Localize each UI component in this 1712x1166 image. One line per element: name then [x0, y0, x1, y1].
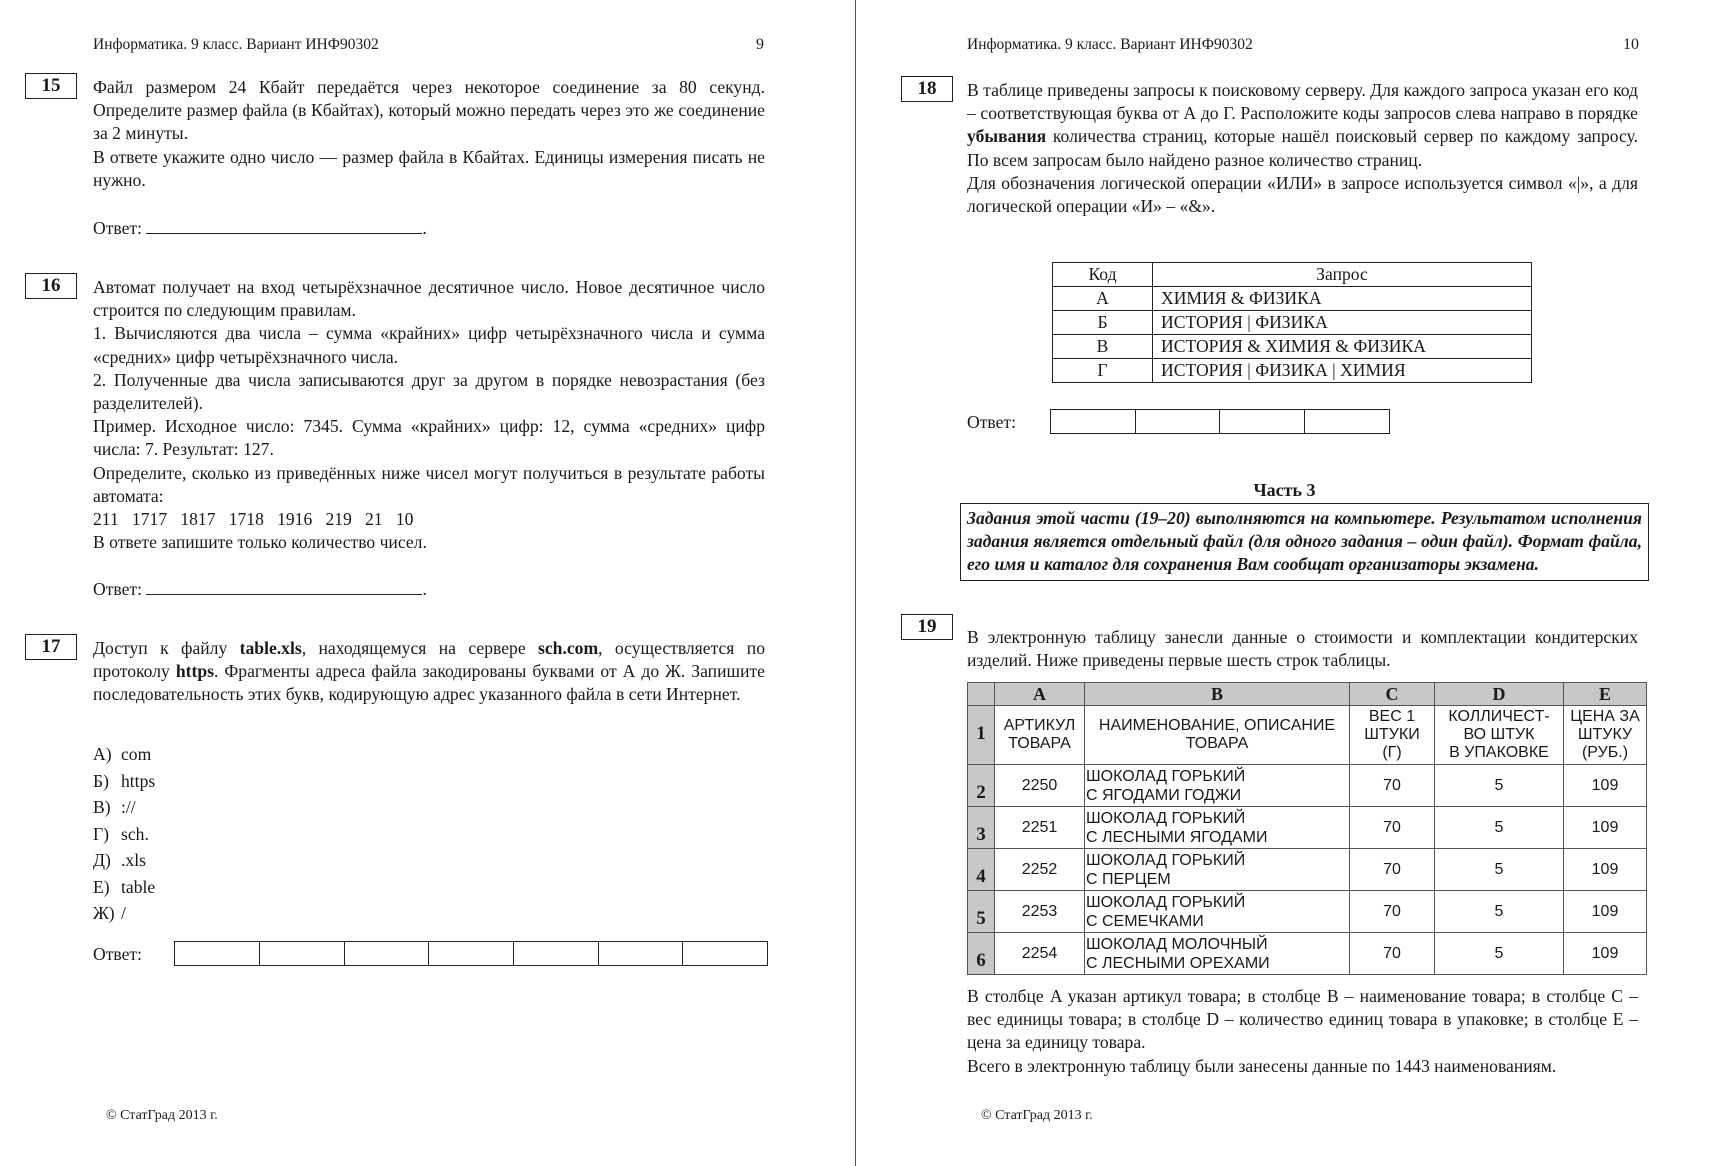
query-text: ИСТОРИЯ | ФИЗИКА	[1153, 311, 1532, 335]
header-count	[1435, 706, 1564, 765]
header-article	[995, 706, 1085, 765]
option-text: /	[121, 903, 126, 923]
option-item	[93, 741, 155, 768]
name-line: С ПЕРЦЕМ	[1086, 870, 1171, 888]
emphasis-word: убывания	[967, 126, 1047, 147]
task-16-paragraph-1: Автомат получает на вход четырёхзначное десятичное число. Новое десятичное число строится по следующим правилам.	[93, 277, 765, 321]
answer-cell[interactable]	[1136, 410, 1220, 433]
name-line: С ЛЕСНЫМИ ОРЕХАМИ	[1086, 954, 1270, 972]
part-3-note: Задания этой части (19–20) выполняются на компьютере. Результатом исполнения задания является отдельный файл (для одного задания – один файл). Формат файла, его имя и каталог для сохранения Вам сообщат организаторы экзамена.	[960, 503, 1649, 581]
option-item	[93, 847, 155, 874]
table-row	[1053, 335, 1532, 359]
cell-count: 5	[1435, 891, 1564, 933]
answer-cell[interactable]	[429, 942, 514, 965]
task-17-paragraph	[93, 637, 765, 707]
header-name	[1085, 706, 1350, 765]
option-item	[93, 874, 155, 901]
text-fragment: В таблице приведены запросы к поисковому серверу. Для каждого запроса указан его код – соответствующая буква от А до Г. Расположите коды запросов слева направо в порядке	[967, 80, 1638, 124]
task-16-text	[93, 276, 765, 554]
task-16-number: 16	[25, 273, 77, 299]
header-line: (РУБ.)	[1581, 744, 1629, 761]
option-text: ://	[121, 797, 136, 817]
task-16-answer	[93, 578, 427, 600]
task-19-intro: В электронную таблицу занесли данные о стоимости и комплектации кондитерских изделий. Ниже приведены первые шесть строк таблицы.	[967, 627, 1638, 671]
text-fragment: . Фрагменты адреса файла закодированы буквами от А до Ж. Запишите последовательность этих букв, кодирующую адрес указанного файла в сети Интернет.	[93, 661, 765, 705]
spreadsheet-table	[967, 682, 1647, 975]
spreadsheet-header-row	[968, 706, 1647, 765]
page-header-title: Информатика. 9 класс. Вариант ИНФ90302	[93, 36, 379, 53]
header-line: ВО ШТУК	[1463, 726, 1535, 743]
column-letter: E	[1564, 683, 1647, 706]
task-17-options	[93, 741, 155, 927]
cell-article: 2250	[995, 765, 1085, 807]
spreadsheet-corner	[968, 683, 995, 706]
part-3-title: Часть 3	[1253, 480, 1316, 500]
task-17-number: 17	[25, 634, 77, 660]
option-item	[93, 768, 155, 795]
page-number: 10	[1623, 36, 1639, 53]
task-16-rule-2: 2. Полученные два числа записываются друг за другом в порядке невозрастания (без разделителей).	[93, 369, 765, 414]
option-letter: Ж)	[93, 903, 115, 923]
cell-price: 109	[1564, 933, 1647, 975]
query-text: ХИМИЯ & ФИЗИКА	[1153, 287, 1532, 311]
cell-weight: 70	[1350, 765, 1435, 807]
text-fragment: количества страниц, которые нашёл поисковый сервер по каждому запросу. По всем запросам было найдено разное количество страниц.	[967, 126, 1638, 170]
task-15-answer-field[interactable]	[146, 217, 422, 234]
text-fragment: , находящемуся на сервере	[301, 638, 539, 658]
task-18-query-table	[1052, 262, 1532, 383]
table-row	[968, 891, 1647, 933]
answer-cell[interactable]	[345, 942, 429, 965]
task-16-instruction: В ответе запишите только количество чисел.	[93, 532, 427, 553]
query-code: Г	[1053, 359, 1153, 383]
cell-weight: 70	[1350, 849, 1435, 891]
answer-period: .	[422, 579, 427, 599]
cell-article: 2254	[995, 933, 1085, 975]
task-18-paragraph-2: Для обозначения логической операции «ИЛИ» в запросе используется символ «|», а для логической операции «И» – «&».	[967, 172, 1638, 217]
header-price	[1564, 706, 1647, 765]
header-line: ВЕС 1	[1368, 708, 1416, 725]
footer-copyright: © СтатГрад 2013 г.	[106, 1108, 218, 1123]
column-letter: C	[1350, 683, 1435, 706]
task-17-answer-grid	[174, 941, 768, 966]
header-line: ШТУКУ	[1577, 726, 1633, 743]
task-15-answer	[93, 217, 427, 239]
name-line: ШОКОЛАД МОЛОЧНЫЙ	[1086, 935, 1268, 953]
header-line: НАИМЕНОВАНИЕ, ОПИСАНИЕ	[1098, 717, 1336, 734]
table-row	[1053, 287, 1532, 311]
name-line: ШОКОЛАД ГОРЬКИЙ	[1086, 851, 1246, 869]
name-line: С СЕМЕЧКАМИ	[1086, 912, 1204, 930]
task-15-number: 15	[25, 73, 77, 99]
option-letter: Д)	[93, 850, 111, 870]
cell-count: 5	[1435, 933, 1564, 975]
cell-name	[1085, 891, 1350, 933]
table-row	[968, 933, 1647, 975]
option-letter: А)	[93, 744, 112, 764]
task-16-question: Определите, сколько из приведённых ниже чисел могут получиться в результате работы автомата:	[93, 462, 765, 506]
task-19-description	[967, 985, 1638, 1078]
query-code: Б	[1053, 311, 1153, 335]
table-row	[968, 807, 1647, 849]
cell-weight: 70	[1350, 807, 1435, 849]
cell-name	[1085, 807, 1350, 849]
option-text: sch.	[121, 823, 149, 844]
cell-price: 109	[1564, 849, 1647, 891]
cell-article: 2251	[995, 807, 1085, 849]
column-header-code: Код	[1053, 263, 1153, 287]
task-17-answer-label: Ответ:	[93, 944, 142, 964]
answer-cell[interactable]	[1051, 410, 1136, 433]
option-text: https	[121, 770, 156, 791]
text-fragment: Доступ к файлу	[93, 638, 240, 658]
protocol-name: https	[175, 661, 214, 682]
cell-price: 109	[1564, 891, 1647, 933]
spreadsheet-column-header-row	[968, 683, 1647, 706]
option-letter: В)	[93, 797, 111, 817]
name-line: С ЯГОДАМИ ГОДЖИ	[1086, 786, 1242, 804]
row-number: 3	[968, 807, 995, 849]
task-19-columns-description: В столбце A указан артикул товара; в столбце B – наименование товара; в столбце C – вес единицы товара; в столбце D – количество единиц товара в упаковке; в столбце E – цена за единицу товара.	[967, 986, 1638, 1053]
cell-count: 5	[1435, 807, 1564, 849]
query-code: В	[1053, 335, 1153, 359]
task-15-text	[93, 76, 765, 192]
file-name: table.xls	[239, 638, 302, 658]
table-row	[968, 765, 1647, 807]
task-17-text	[93, 637, 765, 707]
cell-price: 109	[1564, 807, 1647, 849]
cell-name	[1085, 933, 1350, 975]
task-18-text	[967, 79, 1638, 218]
option-letter: Б)	[93, 770, 109, 791]
answer-label: Ответ:	[93, 218, 142, 238]
answer-label: Ответ:	[93, 579, 142, 599]
table-row	[968, 849, 1647, 891]
table-row	[1053, 359, 1532, 383]
cell-count: 5	[1435, 849, 1564, 891]
header-line: В УПАКОВКЕ	[1449, 744, 1549, 761]
right-page	[857, 0, 1712, 1166]
answer-cell[interactable]	[175, 942, 260, 965]
header-line: ТОВАРА	[1008, 735, 1071, 752]
task-16-answer-field[interactable]	[146, 578, 422, 595]
task-15-paragraph-2: В ответе укажите одно число — размер файла в Кбайтах. Единицы измерения писать не нужно.	[93, 146, 765, 190]
header-weight	[1350, 706, 1435, 765]
page-header-title: Информатика. 9 класс. Вариант ИНФ90302	[967, 36, 1253, 53]
query-code: А	[1053, 287, 1153, 311]
task-18-number: 18	[901, 76, 953, 102]
option-item	[93, 821, 155, 848]
option-text: .xls	[121, 850, 146, 870]
name-line: ШОКОЛАД ГОРЬКИЙ	[1086, 893, 1246, 911]
row-number: 4	[968, 849, 995, 891]
option-letter: Г)	[93, 823, 110, 844]
task-18-paragraph-1	[967, 79, 1638, 172]
column-letter: D	[1435, 683, 1564, 706]
column-letter: B	[1085, 683, 1350, 706]
answer-cell[interactable]	[514, 942, 599, 965]
column-header-query: Запрос	[1153, 263, 1532, 287]
header-line: АРТИКУЛ	[1003, 717, 1076, 734]
query-text: ИСТОРИЯ & ХИМИЯ & ФИЗИКА	[1153, 335, 1532, 359]
name-line: ШОКОЛАД ГОРЬКИЙ	[1086, 767, 1246, 785]
page-divider	[855, 0, 856, 1166]
answer-cell[interactable]	[260, 942, 345, 965]
header-line: ТОВАРА	[1185, 735, 1249, 752]
option-text: table	[121, 876, 156, 897]
option-item	[93, 900, 155, 927]
query-text: ИСТОРИЯ | ФИЗИКА | ХИМИЯ	[1153, 359, 1532, 383]
cell-article: 2253	[995, 891, 1085, 933]
answer-cell[interactable]	[1305, 410, 1389, 433]
header-line: ШТУКИ	[1364, 726, 1420, 743]
task-16-numbers: 211 1717 1817 1718 1916 219 21 10	[93, 509, 414, 530]
task-19-number: 19	[901, 614, 953, 640]
task-15-paragraph-1: Файл размером 24 Кбайт передаётся через некоторое соединение за 80 секунд. Определите размер файла (в Кбайтах), который можно передать через это же соединение за 2 минуты.	[93, 77, 765, 144]
task-16-rule-1: 1. Вычисляются два числа – сумма «крайних» цифр четырёхзначного числа и сумма «средних» цифр четырёхзначного числа.	[93, 323, 765, 367]
header-line: КОЛЛИЧЕСТ-	[1448, 708, 1550, 725]
text-fragment: , осуществляется по протоколу	[93, 638, 765, 682]
option-letter: Е)	[93, 876, 110, 897]
header-line: (Г)	[1382, 744, 1402, 761]
option-text: com	[121, 744, 152, 764]
cell-name	[1085, 849, 1350, 891]
header-line: ЦЕНА ЗА	[1570, 708, 1640, 725]
cell-name	[1085, 765, 1350, 807]
row-number: 1	[968, 706, 995, 765]
answer-cell[interactable]	[1220, 410, 1305, 433]
task-19-total-rows: Всего в электронную таблицу были занесены данные по 1443 наименованиям.	[967, 1055, 1557, 1076]
option-item	[93, 794, 155, 821]
answer-cell[interactable]	[599, 942, 683, 965]
row-number: 5	[968, 891, 995, 933]
task-18-answer-label: Ответ:	[967, 412, 1016, 432]
cell-price: 109	[1564, 765, 1647, 807]
page-number: 9	[756, 36, 764, 53]
server-name: sch.com	[538, 638, 599, 658]
task-16-example: Пример. Исходное число: 7345. Сумма «крайних» цифр: 12, сумма «средних» цифр числа: 7. Результат: 127.	[93, 416, 765, 460]
name-line: С ЛЕСНЫМИ ЯГОДАМИ	[1086, 828, 1268, 846]
column-letter: A	[995, 683, 1085, 706]
cell-count: 5	[1435, 765, 1564, 807]
name-line: ШОКОЛАД ГОРЬКИЙ	[1086, 809, 1246, 827]
task-18-answer-grid	[1050, 409, 1390, 434]
row-number: 2	[968, 765, 995, 807]
row-number: 6	[968, 933, 995, 975]
cell-weight: 70	[1350, 891, 1435, 933]
answer-period: .	[422, 218, 427, 238]
table-header-row	[1053, 263, 1532, 287]
answer-cell[interactable]	[683, 942, 767, 965]
table-row	[1053, 311, 1532, 335]
cell-article: 2252	[995, 849, 1085, 891]
cell-weight: 70	[1350, 933, 1435, 975]
footer-copyright: © СтатГрад 2013 г.	[981, 1108, 1093, 1123]
